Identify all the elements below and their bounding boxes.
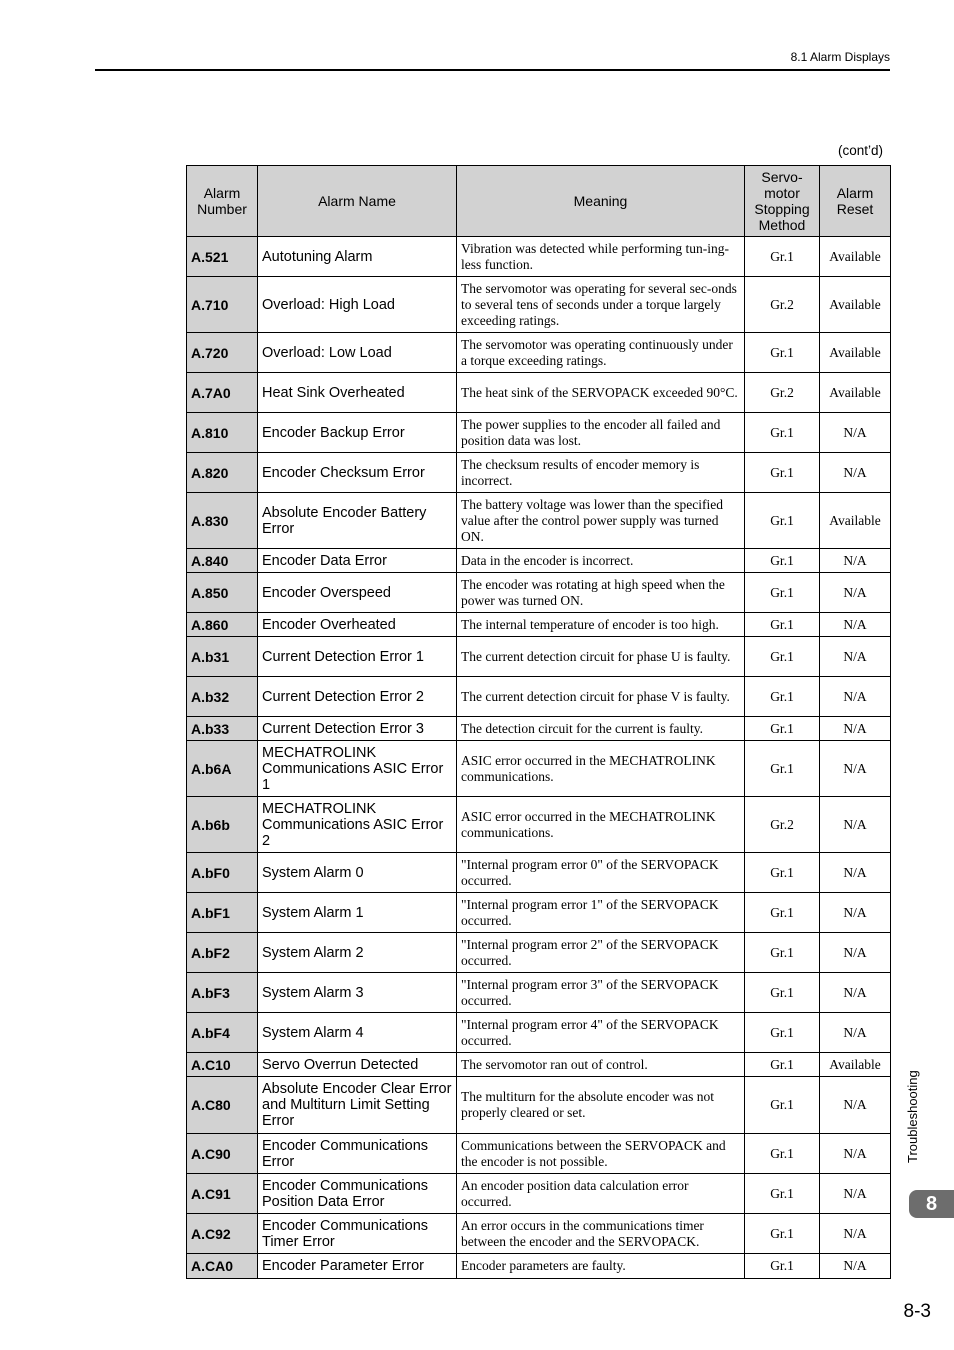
meaning-cell: ASIC error occurred in the MECHATROLINK communications.	[457, 741, 745, 797]
meaning-cell: The encoder was rotating at high speed when the power was turned ON.	[457, 573, 745, 613]
table-row	[187, 741, 891, 797]
meaning-cell: The multiturn for the absolute encoder was not properly cleared or set.	[457, 1077, 745, 1134]
table-row	[187, 1053, 891, 1077]
stopping-method-cell: Gr.1	[745, 333, 820, 373]
meaning-cell: The servomotor ran out of control.	[457, 1053, 745, 1077]
alarm-reset-cell: N/A	[820, 549, 891, 573]
table-row	[187, 237, 891, 277]
alarm-name-cell: Current Detection Error 2	[258, 677, 457, 717]
table-row	[187, 933, 891, 973]
alarm-number-cell: A.840	[187, 549, 258, 573]
meaning-cell: Communications between the SERVOPACK and the encoder is not possible.	[457, 1134, 745, 1174]
header-alarm-number: Alarm Number	[187, 166, 258, 237]
alarm-number-cell: A.bF0	[187, 853, 258, 893]
stopping-method-cell: Gr.1	[745, 413, 820, 453]
alarm-reset-cell: Available	[820, 373, 891, 413]
stopping-method-cell: Gr.1	[745, 853, 820, 893]
alarm-reset-cell: Available	[820, 277, 891, 333]
table-row	[187, 973, 891, 1013]
stopping-method-cell: Gr.1	[745, 237, 820, 277]
alarm-reset-cell: N/A	[820, 853, 891, 893]
meaning-cell: "Internal program error 0" of the SERVOPACK occurred.	[457, 853, 745, 893]
running-header: 8.1 Alarm Displays	[790, 50, 890, 64]
alarm-number-cell: A.bF4	[187, 1013, 258, 1053]
alarm-number-cell: A.720	[187, 333, 258, 373]
stopping-method-cell: Gr.2	[745, 797, 820, 853]
alarm-name-cell: Heat Sink Overheated	[258, 373, 457, 413]
alarm-reset-cell: N/A	[820, 1134, 891, 1174]
meaning-cell: ASIC error occurred in the MECHATROLINK communications.	[457, 797, 745, 853]
header-alarm-reset: Alarm Reset	[820, 166, 891, 237]
stopping-method-cell: Gr.1	[745, 677, 820, 717]
alarm-number-cell: A.b33	[187, 717, 258, 741]
alarm-reset-cell: N/A	[820, 613, 891, 637]
meaning-cell: Data in the encoder is incorrect.	[457, 549, 745, 573]
meaning-cell: The current detection circuit for phase V is faulty.	[457, 677, 745, 717]
alarm-reset-cell: N/A	[820, 677, 891, 717]
stopping-method-cell: Gr.1	[745, 1174, 820, 1214]
meaning-cell: An encoder position data calculation error occurred.	[457, 1174, 745, 1214]
alarm-reset-cell: N/A	[820, 717, 891, 741]
stopping-method-cell: Gr.1	[745, 1053, 820, 1077]
alarm-name-cell: System Alarm 2	[258, 933, 457, 973]
header-stopping-method: Servo-motor Stopping Method	[745, 166, 820, 237]
meaning-cell: "Internal program error 1" of the SERVOPACK occurred.	[457, 893, 745, 933]
section-side-label: Troubleshooting	[905, 1070, 920, 1163]
alarm-number-cell: A.860	[187, 613, 258, 637]
alarm-number-cell: A.b31	[187, 637, 258, 677]
alarm-name-cell: Current Detection Error 3	[258, 717, 457, 741]
alarm-name-cell: Encoder Communications Error	[258, 1134, 457, 1174]
stopping-method-cell: Gr.1	[745, 573, 820, 613]
table-row	[187, 677, 891, 717]
meaning-cell: "Internal program error 4" of the SERVOPACK occurred.	[457, 1013, 745, 1053]
alarm-number-cell: A.850	[187, 573, 258, 613]
alarm-number-cell: A.C90	[187, 1134, 258, 1174]
alarm-number-cell: A.b32	[187, 677, 258, 717]
meaning-cell: "Internal program error 2" of the SERVOPACK occurred.	[457, 933, 745, 973]
meaning-cell: "Internal program error 3" of the SERVOPACK occurred.	[457, 973, 745, 1013]
table-row	[187, 277, 891, 333]
alarm-number-cell: A.b6A	[187, 741, 258, 797]
meaning-cell: The servomotor was operating continuously under a torque exceeding ratings.	[457, 333, 745, 373]
meaning-cell: The heat sink of the SERVOPACK exceeded 90°C.	[457, 373, 745, 413]
alarm-name-cell: Current Detection Error 1	[258, 637, 457, 677]
table-row	[187, 1254, 891, 1279]
table-row	[187, 1134, 891, 1174]
table-row	[187, 1077, 891, 1134]
meaning-cell: Vibration was detected while performing tun-ing-less function.	[457, 237, 745, 277]
stopping-method-cell: Gr.1	[745, 893, 820, 933]
stopping-method-cell: Gr.1	[745, 1013, 820, 1053]
alarm-name-cell: Absolute Encoder Clear Error and Multiturn Limit Setting Error	[258, 1077, 457, 1134]
alarm-number-cell: A.C80	[187, 1077, 258, 1134]
alarm-name-cell: Overload: Low Load	[258, 333, 457, 373]
header-meaning: Meaning	[457, 166, 745, 237]
table-row	[187, 493, 891, 549]
alarm-number-cell: A.bF2	[187, 933, 258, 973]
table-row	[187, 1174, 891, 1214]
alarm-number-cell: A.810	[187, 413, 258, 453]
alarm-name-cell: Encoder Checksum Error	[258, 453, 457, 493]
stopping-method-cell: Gr.1	[745, 1254, 820, 1279]
table-row	[187, 853, 891, 893]
alarm-number-cell: A.521	[187, 237, 258, 277]
stopping-method-cell: Gr.1	[745, 973, 820, 1013]
alarm-reset-cell: N/A	[820, 413, 891, 453]
alarm-name-cell: Absolute Encoder Battery Error	[258, 493, 457, 549]
alarm-name-cell: Encoder Parameter Error	[258, 1254, 457, 1279]
alarm-name-cell: Servo Overrun Detected	[258, 1053, 457, 1077]
meaning-cell: The power supplies to the encoder all failed and position data was lost.	[457, 413, 745, 453]
alarm-reset-cell: N/A	[820, 1214, 891, 1254]
alarm-table	[186, 165, 891, 1279]
header-alarm-name: Alarm Name	[258, 166, 457, 237]
alarm-reset-cell: N/A	[820, 933, 891, 973]
meaning-cell: The detection circuit for the current is faulty.	[457, 717, 745, 741]
meaning-cell: The battery voltage was lower than the specified value after the control power supply was turned ON.	[457, 493, 745, 549]
alarm-number-cell: A.710	[187, 277, 258, 333]
meaning-cell: The checksum results of encoder memory is incorrect.	[457, 453, 745, 493]
alarm-name-cell: Encoder Backup Error	[258, 413, 457, 453]
meaning-cell: The servomotor was operating for several sec-onds to several tens of seconds under a torque largely exceeding ratings.	[457, 277, 745, 333]
meaning-cell: The current detection circuit for phase U is faulty.	[457, 637, 745, 677]
alarm-number-cell: A.C92	[187, 1214, 258, 1254]
table-row	[187, 717, 891, 741]
alarm-reset-cell: N/A	[820, 573, 891, 613]
alarm-reset-cell: Available	[820, 493, 891, 549]
stopping-method-cell: Gr.2	[745, 277, 820, 333]
alarm-reset-cell: Available	[820, 237, 891, 277]
alarm-reset-cell: N/A	[820, 1254, 891, 1279]
alarm-number-cell: A.b6b	[187, 797, 258, 853]
meaning-cell: Encoder parameters are faulty.	[457, 1254, 745, 1279]
alarm-name-cell: System Alarm 1	[258, 893, 457, 933]
stopping-method-cell: Gr.1	[745, 717, 820, 741]
continued-label: (cont’d)	[837, 143, 883, 158]
stopping-method-cell: Gr.1	[745, 493, 820, 549]
table-row	[187, 413, 891, 453]
alarm-number-cell: A.7A0	[187, 373, 258, 413]
stopping-method-cell: Gr.1	[745, 741, 820, 797]
table-row	[187, 549, 891, 573]
stopping-method-cell: Gr.1	[745, 453, 820, 493]
alarm-name-cell: System Alarm 4	[258, 1013, 457, 1053]
alarm-reset-cell: Available	[820, 1053, 891, 1077]
alarm-number-cell: A.CA0	[187, 1254, 258, 1279]
meaning-cell: The internal temperature of encoder is too high.	[457, 613, 745, 637]
chapter-tab: 8	[909, 1190, 954, 1218]
stopping-method-cell: Gr.2	[745, 373, 820, 413]
alarm-reset-cell: N/A	[820, 453, 891, 493]
alarm-reset-cell: Available	[820, 333, 891, 373]
alarm-number-cell: A.C91	[187, 1174, 258, 1214]
alarm-name-cell: Encoder Overheated	[258, 613, 457, 637]
alarm-name-cell: Encoder Communications Timer Error	[258, 1214, 457, 1254]
stopping-method-cell: Gr.1	[745, 1077, 820, 1134]
alarm-reset-cell: N/A	[820, 1174, 891, 1214]
alarm-reset-cell: N/A	[820, 741, 891, 797]
page-number: 8-3	[903, 1301, 931, 1322]
alarm-reset-cell: N/A	[820, 893, 891, 933]
alarm-name-cell: Encoder Communications Position Data Error	[258, 1174, 457, 1214]
table-row	[187, 453, 891, 493]
alarm-reset-cell: N/A	[820, 1013, 891, 1053]
table-row	[187, 613, 891, 637]
table-row	[187, 1214, 891, 1254]
alarm-name-cell: MECHATROLINK Communications ASIC Error 1	[258, 741, 457, 797]
alarm-number-cell: A.820	[187, 453, 258, 493]
table-header-row	[187, 166, 891, 237]
stopping-method-cell: Gr.1	[745, 549, 820, 573]
table-row	[187, 333, 891, 373]
table-row	[187, 373, 891, 413]
alarm-name-cell: System Alarm 3	[258, 973, 457, 1013]
stopping-method-cell: Gr.1	[745, 1134, 820, 1174]
alarm-name-cell: Overload: High Load	[258, 277, 457, 333]
table-row	[187, 637, 891, 677]
table-row	[187, 1013, 891, 1053]
alarm-name-cell: System Alarm 0	[258, 853, 457, 893]
alarm-number-cell: A.C10	[187, 1053, 258, 1077]
alarm-reset-cell: N/A	[820, 797, 891, 853]
header-rule	[95, 69, 890, 71]
alarm-name-cell: MECHATROLINK Communications ASIC Error 2	[258, 797, 457, 853]
alarm-number-cell: A.bF3	[187, 973, 258, 1013]
stopping-method-cell: Gr.1	[745, 637, 820, 677]
stopping-method-cell: Gr.1	[745, 613, 820, 637]
alarm-number-cell: A.830	[187, 493, 258, 549]
stopping-method-cell: Gr.1	[745, 933, 820, 973]
alarm-name-cell: Encoder Data Error	[258, 549, 457, 573]
table-row	[187, 573, 891, 613]
table-row	[187, 797, 891, 853]
alarm-reset-cell: N/A	[820, 1077, 891, 1134]
table-row	[187, 893, 891, 933]
stopping-method-cell: Gr.1	[745, 1214, 820, 1254]
alarm-number-cell: A.bF1	[187, 893, 258, 933]
alarm-name-cell: Encoder Overspeed	[258, 573, 457, 613]
alarm-reset-cell: N/A	[820, 973, 891, 1013]
meaning-cell: An error occurs in the communications timer between the encoder and the SERVOPACK.	[457, 1214, 745, 1254]
alarm-reset-cell: N/A	[820, 637, 891, 677]
alarm-name-cell: Autotuning Alarm	[258, 237, 457, 277]
